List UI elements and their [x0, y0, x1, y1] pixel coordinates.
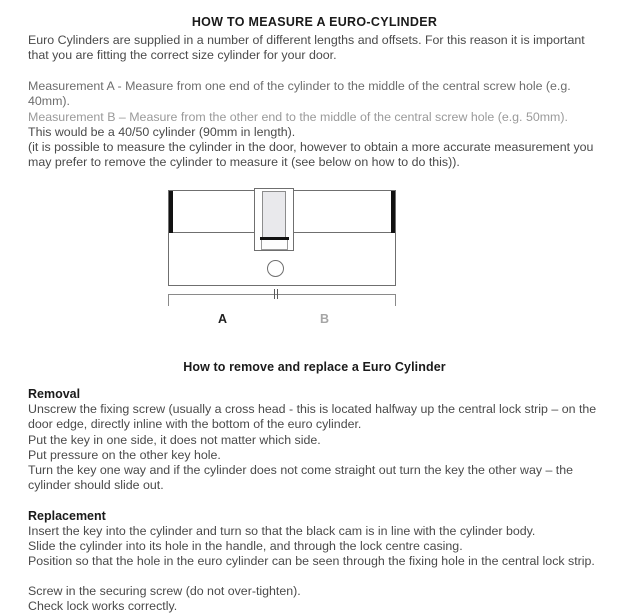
- measurement-label-b: B: [320, 312, 330, 326]
- cylinder-end-cap-right-icon: [391, 191, 395, 233]
- removal-step-3-block: [28, 448, 608, 463]
- measurement-a-block: [28, 79, 608, 109]
- removal-heading-block: [28, 387, 608, 402]
- replacement-step-2-block: [28, 539, 608, 554]
- bracket-tick-center-b: [277, 289, 278, 299]
- cam-plate: [262, 191, 286, 238]
- cylinder-end-cap-left-icon: [169, 191, 173, 233]
- measurement-b-block: [28, 110, 608, 125]
- replacement-step-1: Insert the key into the cylinder and turn so that the black cam is in line with the cylinder body.: [28, 524, 536, 538]
- measurement-note-text: (it is possible to measure the cylinder in the door, however to obtain a more accurate measurement you may prefer to remove the cylinder to measure it (see below on how to do this)).: [28, 140, 594, 170]
- removal-step-3: Put pressure on the other key hole.: [28, 448, 221, 462]
- measurement-a-text: Measurement A - Measure from one end of the cylinder to the middle of the central screw hole (e.g. 40mm).: [28, 79, 571, 109]
- replacement-step-4-block: [28, 584, 608, 599]
- replacement-heading-block: [28, 509, 608, 524]
- intro-paragraph-block: [28, 33, 608, 63]
- bracket-tick-left: [168, 294, 169, 306]
- removal-step-1: Unscrew the fixing screw (usually a cross head - this is located halfway up the central lock strip – on the door edge, directly inline with the bottom of the euro cylinder.: [28, 402, 597, 432]
- replacement-step-5: Check lock works correctly.: [28, 599, 178, 613]
- measurement-label-a: A: [218, 312, 228, 326]
- remove-replace-section-title: How to remove and replace a Euro Cylinder: [183, 360, 446, 374]
- remove-replace-title-block: [0, 359, 629, 375]
- removal-step-4-block: [28, 463, 608, 493]
- cam-tail: [261, 240, 288, 250]
- removal-step-4: Turn the key one way and if the cylinder does not come straight out turn the key the other way – the cylinder should slide out.: [28, 463, 574, 493]
- page-title-block: [0, 6, 629, 30]
- removal-heading: Removal: [28, 387, 81, 401]
- measurement-bracket: [168, 294, 396, 307]
- measurement-result-block: [28, 125, 608, 140]
- bracket-tick-right: [395, 294, 396, 306]
- removal-step-1-block: [28, 402, 608, 432]
- removal-step-2-block: [28, 433, 608, 448]
- bracket-baseline: [168, 294, 396, 295]
- replacement-step-5-block: [28, 599, 608, 614]
- intro-paragraph: Euro Cylinders are supplied in a number of different lengths and offsets. For this reason it is important that you are fitting the correct size cylinder for your door.: [28, 33, 585, 63]
- measurement-note-block: [28, 140, 608, 170]
- replacement-heading: Replacement: [28, 509, 106, 523]
- replacement-step-3: Position so that the hole in the euro cylinder can be seen through the fixing hole in the central lock strip.: [28, 554, 595, 568]
- replacement-step-4: Screw in the securing screw (do not over-tighten).: [28, 584, 301, 598]
- euro-cylinder-diagram: [168, 190, 396, 325]
- replacement-step-2: Slide the cylinder into its hole in the handle, and through the lock centre casing.: [28, 539, 463, 553]
- central-screw-hole-icon: [267, 260, 284, 277]
- measurement-result-text: This would be a 40/50 cylinder (90mm in length).: [28, 125, 296, 139]
- replacement-step-1-block: [28, 524, 608, 539]
- page-title: HOW TO MEASURE A EURO-CYLINDER: [191, 15, 438, 29]
- removal-step-2: Put the key in one side, it does not matter which side.: [28, 433, 321, 447]
- measurement-b-text: Measurement B – Measure from the other end to the middle of the central screw hole (e.g. 50mm).: [28, 110, 568, 124]
- bracket-tick-center-a: [274, 289, 275, 299]
- replacement-step-3-block: [28, 554, 608, 569]
